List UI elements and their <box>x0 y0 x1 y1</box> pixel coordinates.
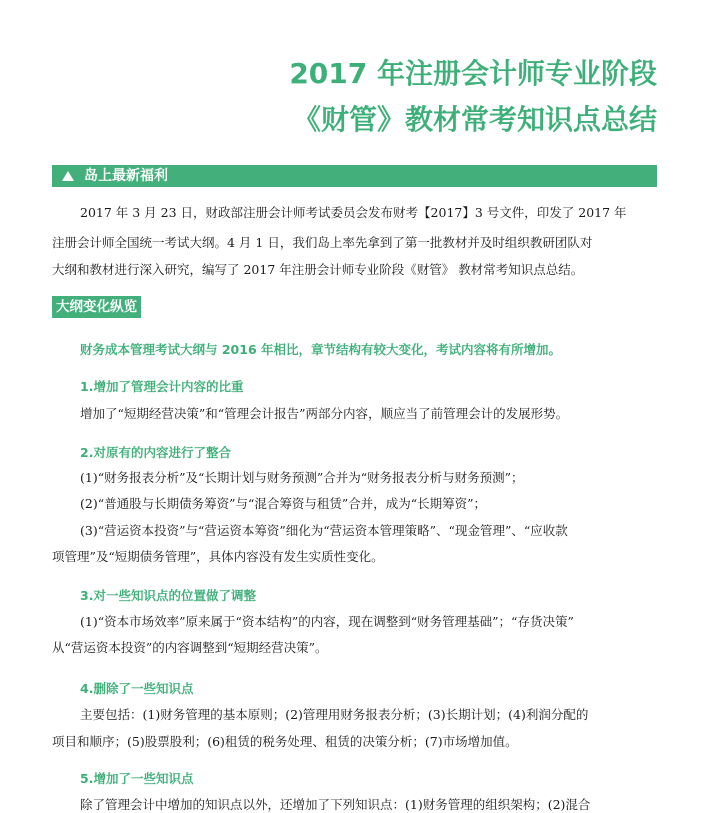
heading-2: 2.对原有的内容进行了整合 <box>80 445 231 460</box>
triangle-icon <box>62 171 74 181</box>
heading-5: 5.增加了一些知识点 <box>80 771 194 786</box>
paragraph-3-line-1: (1)“资本市场效率”原来属于“资本结构”的内容，现在调整到“财务管理基础”；“存货决策” <box>80 614 574 629</box>
paragraph-2a: (1)“财务报表分析”及“长期计划与财务预测”合并为“财务报表分析与财务预测”； <box>80 470 524 485</box>
paragraph-4-line-2: 项目和顺序；(5)股票股利；(6)租赁的税务处理、租赁的决策分析；(7)市场增加值。 <box>52 734 518 749</box>
intro-line-3: 大纲和教材进行深入研究，编写了 2017 年注册会计师专业阶段《财管》 教材常考知识点总结。 <box>52 262 584 277</box>
section-tag: 大纲变化纵览 <box>52 296 141 318</box>
document-title-line-2: 《财管》教材常考知识点总结 <box>292 103 657 136</box>
banner <box>52 165 657 187</box>
heading-4: 4.删除了一些知识点 <box>80 681 194 696</box>
paragraph-2b: (2)“普通股与长期债务筹资”与“混合筹资与租赁”合并，成为“长期筹资”； <box>80 496 487 511</box>
intro-line-2: 注册会计师全国统一考试大纲。4 月 1 日，我们岛上率先拿到了第一批教材并及时组织教研团队对 <box>52 235 593 250</box>
paragraph-3-line-2: 从“营运资本投资”的内容调整到“短期经营决策”。 <box>52 640 328 655</box>
paragraph-4-line-1: 主要包括：(1)财务管理的基本原则；(2)管理用财务报表分析；(3)长期计划；(4)利润分配的 <box>80 707 589 722</box>
banner-label: 岛上最新福利 <box>84 168 168 184</box>
paragraph-2c-line-2: 项管理”及“短期债务管理”，具体内容没有发生实质性变化。 <box>52 549 384 564</box>
document-title-line-1: 2017 年注册会计师专业阶段 <box>289 57 657 90</box>
paragraph-5-line-1: 除了管理会计中增加的知识点以外，还增加了下列知识点：(1)财务管理的组织架构；(2)混合 <box>80 797 591 812</box>
heading-3: 3.对一些知识点的位置做了调整 <box>80 588 256 603</box>
paragraph-1: 增加了“短期经营决策”和“管理会计报告”两部分内容，顺应当了前管理会计的发展形势。 <box>80 406 569 421</box>
intro-line-1: 2017 年 3 月 23 日，财政部注册会计师考试委员会发布财考【2017】3 号文件，印发了 2017 年 <box>80 205 627 220</box>
lead-sentence: 财务成本管理考试大纲与 2016 年相比，章节结构有较大变化，考试内容将有所增加。 <box>80 342 561 357</box>
heading-1: 1.增加了管理会计内容的比重 <box>80 379 244 394</box>
paragraph-2c-line-1: (3)“营运资本投资”与“营运资本筹资”细化为“营运资本管理策略”、“现金管理”、“应收款 <box>80 523 568 538</box>
